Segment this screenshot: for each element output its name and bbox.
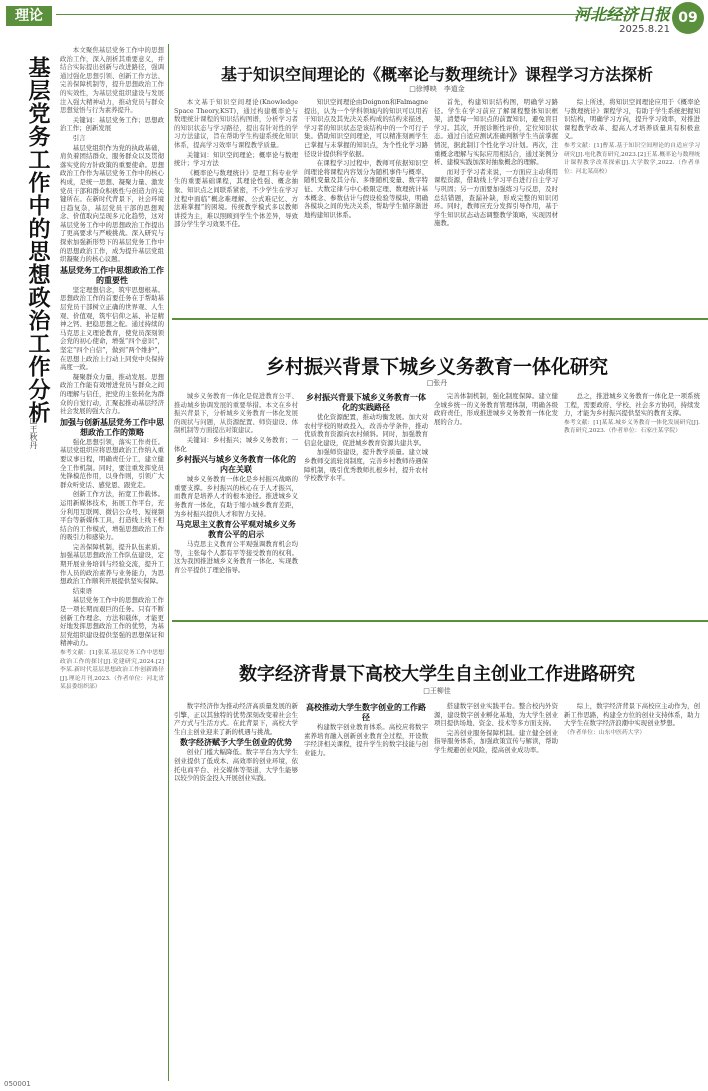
article1-col-2	[304, 98, 428, 310]
left-article-subheading: 加强与创新基层党务工作中思想政治工作的策略	[60, 416, 164, 437]
article1-references: 参考文献：[1]曹某.基于知识空间理论的自适应学习研究[J].电化教育研究,2023.[2]王某.概率论与数理统计课程教学改革探索[J].大学数学,2022.（作者单位：河北某高校）	[564, 142, 700, 175]
article1-paragraph: 在课程学习过程中，教师可依据知识空间理论将课程内容划分为随机事件与概率、随机变量及其分布、多维随机变量、数字特征、大数定律与中心极限定理、数理统计基本概念、参数估计与假设检验等模块，明确各模块之间的先决关系，帮助学生循序渐进地构建知识体系。	[304, 159, 428, 219]
article3-paragraph: 构建数字创业教育体系。高校应将数字素养培育融入创新创业教育全过程，开设数字经济相关课程，提升学生的数字技能与创业能力。	[304, 723, 428, 757]
left-article-paragraph: 凝聚群众力量，推动发展。思想政治工作能有效增进党员与群众之间的理解与信任，把党的主张转化为群众的自觉行动，汇聚起推动基层经济社会发展的强大合力。	[60, 372, 164, 416]
left-article-title: 基层党务工作中的思想政治工作分析	[25, 56, 51, 424]
header-divider	[56, 14, 632, 15]
article1-paragraph: 首先，构建知识结构图，明确学习路径。学生在学习前应了解课程整体知识框架，清楚每一知识点的前置知识，避免盲目学习。其次，开展诊断性评价，定位知识状态。通过自适应测试准确判断学生当前掌握情况，据此制订个性化学习计划。再次，注重概念理解与实际应用相结合，通过案例分析、建模实践加深对抽象概念的理解。	[434, 98, 558, 167]
article1-col-1	[174, 98, 298, 310]
article3-title: 数字经济背景下高校大学生自主创业工作进路研究	[239, 664, 635, 685]
left-article-author: □王秋丹	[29, 416, 38, 449]
article3-subheading: 数字经济赋予大学生创业的优势	[180, 737, 292, 748]
article2-subheading: 马克思主义教育公平观对城乡义务教育公平的启示	[176, 519, 296, 540]
article2-title: 乡村振兴背景下城乡义务教育一体化研究	[265, 356, 608, 378]
article2-paragraph: 优化资源配置，推动均衡发展。加大对农村学校的财政投入，改善办学条件，推动优质教育资源向农村倾斜。同时，加强教育信息化建设，促进城乡教育资源共建共享。	[304, 413, 428, 447]
article1-title: 基于知识空间理论的《概率论与数理统计》课程学习方法探析	[220, 65, 653, 84]
issue-date: 2025.8.21	[619, 24, 670, 35]
article1-author: □徐博映 李道金	[409, 85, 465, 93]
article2-paragraph: 完善体制机制，强化制度保障。建立健全城乡统一的义务教育管理体制，明确各级政府责任，形成推进城乡义务教育一体化发展的合力。	[434, 392, 558, 426]
article3-paragraph: 创业门槛大幅降低。数字平台为大学生创业提供了低成本、高效率的创业环境，依托电商平台、社交媒体等渠道，大学生能够以较少的资金投入开展创业实践。	[174, 748, 298, 783]
left-article-paragraph: 坚定理想信念，筑牢思想根基。思想政治工作的首要任务在于帮助基层党员干部树立正确的世界观、人生观、价值观，筑牢信仰之基、补足精神之钙、把稳思想之舵。通过持续的马克思主义理论教育，使党员深刻领会党的初心使命，增强“四个意识”，坚定“四个自信”，做到“两个维护”，在思想上政治上行动上同党中央保持高度一致。	[60, 285, 164, 372]
article2-col-4	[564, 392, 700, 614]
article3-paragraph: 完善创业服务保障机制。建立健全创业指导服务体系，加强政策宣传与解读，帮助学生规避创业风险，提高创业成功率。	[434, 728, 558, 754]
page-header	[0, 0, 708, 40]
article1-paragraph: 综上所述，将知识空间理论应用于《概率论与数理统计》课程学习，有助于学生系统把握知识结构，明确学习方向，提升学习效率，对推进课程教学改革、提高人才培养质量具有积极意义。	[564, 98, 700, 141]
article1-paragraph: 知识空间理论由Doignon和Falmagne提出，认为一个学科领域内的知识可以用若干知识点及其先决关系构成的结构来描述，学习者的知识状态是该结构中的一个可行子集。借助知识空间理论，可以精准刻画学生已掌握与未掌握的知识点，为个性化学习路径设计提供科学依据。	[304, 98, 428, 158]
article3-col-4	[564, 702, 700, 1074]
article3-references: （作者单位：山东中医药大学）	[564, 729, 646, 736]
left-article-subheading: 基层党务工作中思想政治工作的重要性	[60, 264, 164, 285]
left-article-body	[60, 46, 164, 1074]
left-article-references: 参考文献：[1]张某.基层党务工作中思想政治工作的探讨[J].党建研究,2024.[2]李某.新时代基层思想政治工作创新路径[J].理论月刊,2023.（作者单位：河北省某县委组织部）	[60, 650, 164, 691]
left-article-conclusion-heading: 结束语	[72, 586, 92, 595]
article2-references: 参考文献：[1]某某.城乡义务教育一体化发展研究[J].教育研究,2023.（作者单位：石家庄某学院）	[564, 419, 700, 435]
article2-keywords: 关键词：乡村振兴；城乡义务教育；一体化	[174, 435, 298, 453]
article2-paragraph: 城乡义务教育一体化是乡村振兴战略的重要支撑。乡村振兴的核心在于人才振兴，而教育是培养人才的根本途径。推进城乡义务教育一体化，有助于缩小城乡教育差距，为乡村振兴提供人才和智力支持。	[174, 475, 298, 518]
article1-col-3	[434, 98, 558, 310]
left-article-paragraph: 强化思想引领，落实工作责任。基层党组织应将思想政治工作纳入重要议事日程，明确责任分工，建立健全工作机制。同时，要注重发挥党员先锋模范作用，以身作则，引领广大群众听党话、感党恩、跟党走。	[60, 437, 164, 489]
article3-paragraph: 搭建数字创业实践平台。整合校内外资源，建设数字创业孵化基地，为大学生创业项目提供场地、资金、技术等多方面支持。	[434, 702, 558, 728]
left-article-paragraph: 基层党组织作为党的执政基础，肩负着团结群众、服务群众以及贯彻落实党的方针政策的重要使命。思想政治工作作为基层党务工作中的核心构成，是统一思想、凝聚力量、激发党员干部和群众积极性与创造力的关键所在。在新时代背景下，社会环境日趋复杂，基层党员干部的思想观念、价值取向呈现多元化趋势，这对基层党务工作中的思想政治工作提出了更高要求与严峻挑战。深入研究与探索加强新形势下的基层党务工作中的思想政治工作，成为提升基层党组织凝聚力的核心议题。	[60, 143, 164, 264]
article3-paragraph: 数字经济作为推动经济高质量发展的新引擎，正以其独特的优势深刻改变着社会生产方式与生活方式。在此背景下，高校大学生自主创业迎来了新的机遇与挑战。	[174, 702, 298, 736]
article1-keywords: 关键词：知识空间理论；概率论与数理统计；学习方法	[174, 150, 298, 168]
article1-lead: 本文基于知识空间理论(Knowledge Space Theory,KST)，通过构建概率论与数理统计课程的知识结构图谱，分析学习者的知识状态与学习路径，提出有针对性的学习方法建议，旨在帮助学生构建系统化知识体系，提高学习效率与课程教学质量。	[174, 98, 298, 149]
article1-paragraph: 《概率论与数理统计》是理工科专业学生的重要基础课程，其理论性强、概念抽象、知识点之间联系紧密，不少学生在学习过程中面临“概念难理解、公式难记忆、方法难掌握”的困境。传统教学模式多以教师讲授为主，难以照顾到学生个体差异，导致部分学生学习效果不佳。	[174, 168, 298, 229]
left-article-keywords: 关键词：基层党务工作；思想政治工作；创新发展	[60, 115, 164, 133]
article3-paragraph: 综上，数字经济背景下高校应主动作为，创新工作思路，构建全方位的创业支持体系，助力大学生在数字经济浪潮中实现创业梦想。	[564, 702, 700, 728]
article3-col-2	[304, 702, 428, 1074]
article2-paragraph: 马克思主义教育公平观强调教育机会均等，主张每个人都有平等接受教育的权利。这为我国推进城乡义务教育一体化、实现教育公平提供了理论指导。	[174, 540, 298, 574]
page-number: 09	[672, 2, 704, 34]
article3-col-3	[434, 702, 558, 1074]
article2-author: □张丹	[426, 379, 448, 387]
article2-subheading: 乡村振兴背景下城乡义务教育一体化的实践路径	[306, 392, 426, 412]
article2-col-3	[434, 392, 558, 614]
article2-lead: 城乡义务教育一体化是促进教育公平、推动城乡协调发展的重要举措。本文在乡村振兴背景下，分析城乡义务教育一体化发展的现状与问题，从资源配置、师资建设、体制机制等方面提出对策建议。	[174, 392, 298, 435]
left-article-intro-heading: 引言	[72, 133, 86, 142]
article1-col-4	[564, 98, 700, 310]
article2-subheading: 乡村振兴与城乡义务教育一体化的内在关联	[176, 454, 296, 475]
article1-paragraph: 而对于学习者来说，一方面应主动利用课程资源，借助线上学习平台进行自主学习与巩固；另一方面要加强练习与反思，及时总结错题，查漏补缺，形成完整的知识闭环。同时，教师应充分发挥引导作用，基于学生知识状态动态调整教学策略，实现因材施教。	[434, 167, 558, 228]
article3-author: □王柳佳	[423, 687, 451, 695]
section-divider	[172, 318, 708, 320]
article3-col-1	[174, 702, 298, 1074]
page-footer-code: 050001	[4, 1080, 31, 1088]
left-article-paragraph: 完善保障机制，提升队伍素质。加强基层思想政治工作队伍建设，定期开展业务培训与经验交流，提升工作人员的政治素养与业务能力，为思想政治工作顺利开展提供坚实保障。	[60, 542, 164, 586]
left-article-paragraph: 创新工作方法，拓宽工作载体。运用新媒体技术，拓展工作平台，充分利用互联网、微信公众号、短视频平台等新媒体工具，打造线上线下相结合的工作模式，增强思想政治工作的吸引力和感染力。	[60, 490, 164, 542]
column-divider	[168, 44, 169, 1081]
article3-subheading: 高校推动大学生数字创业的工作路径	[306, 702, 426, 722]
article2-col-1	[174, 392, 298, 614]
article2-paragraph: 总之，推进城乡义务教育一体化是一项系统工程，需要政府、学校、社会多方协同，持续发力，才能为乡村振兴提供坚实的教育支撑。	[564, 392, 700, 418]
newspaper-name: 河北经济日报	[573, 5, 670, 24]
section-divider	[172, 620, 708, 622]
left-article-lead: 本文聚焦基层党务工作中的思想政治工作，深入剖析其重要意义，并结合实际提出创新与改进路径，强调通过强化思想引领、创新工作方法、完善保障机制等，提升思想政治工作的实效性，为基层党组织建设与发展注入强大精神动力，推动党员与群众思想觉悟与行为素养提升。	[60, 46, 164, 115]
section-tag: 理论	[6, 6, 52, 26]
article2-col-2	[304, 392, 428, 614]
left-article-paragraph: 基层党务工作中的思想政治工作是一项长期而艰巨的任务。只有不断创新工作理念、方法和载体，才能更好地发挥思想政治工作的优势，为基层党组织建设提供坚强的思想保证和精神动力。	[60, 596, 164, 648]
article2-paragraph: 加强师资建设，提升教学质量。建立城乡教师交流轮岗制度，完善乡村教师待遇保障机制，吸引优秀教师扎根乡村，提升农村学校教学水平。	[304, 448, 428, 483]
